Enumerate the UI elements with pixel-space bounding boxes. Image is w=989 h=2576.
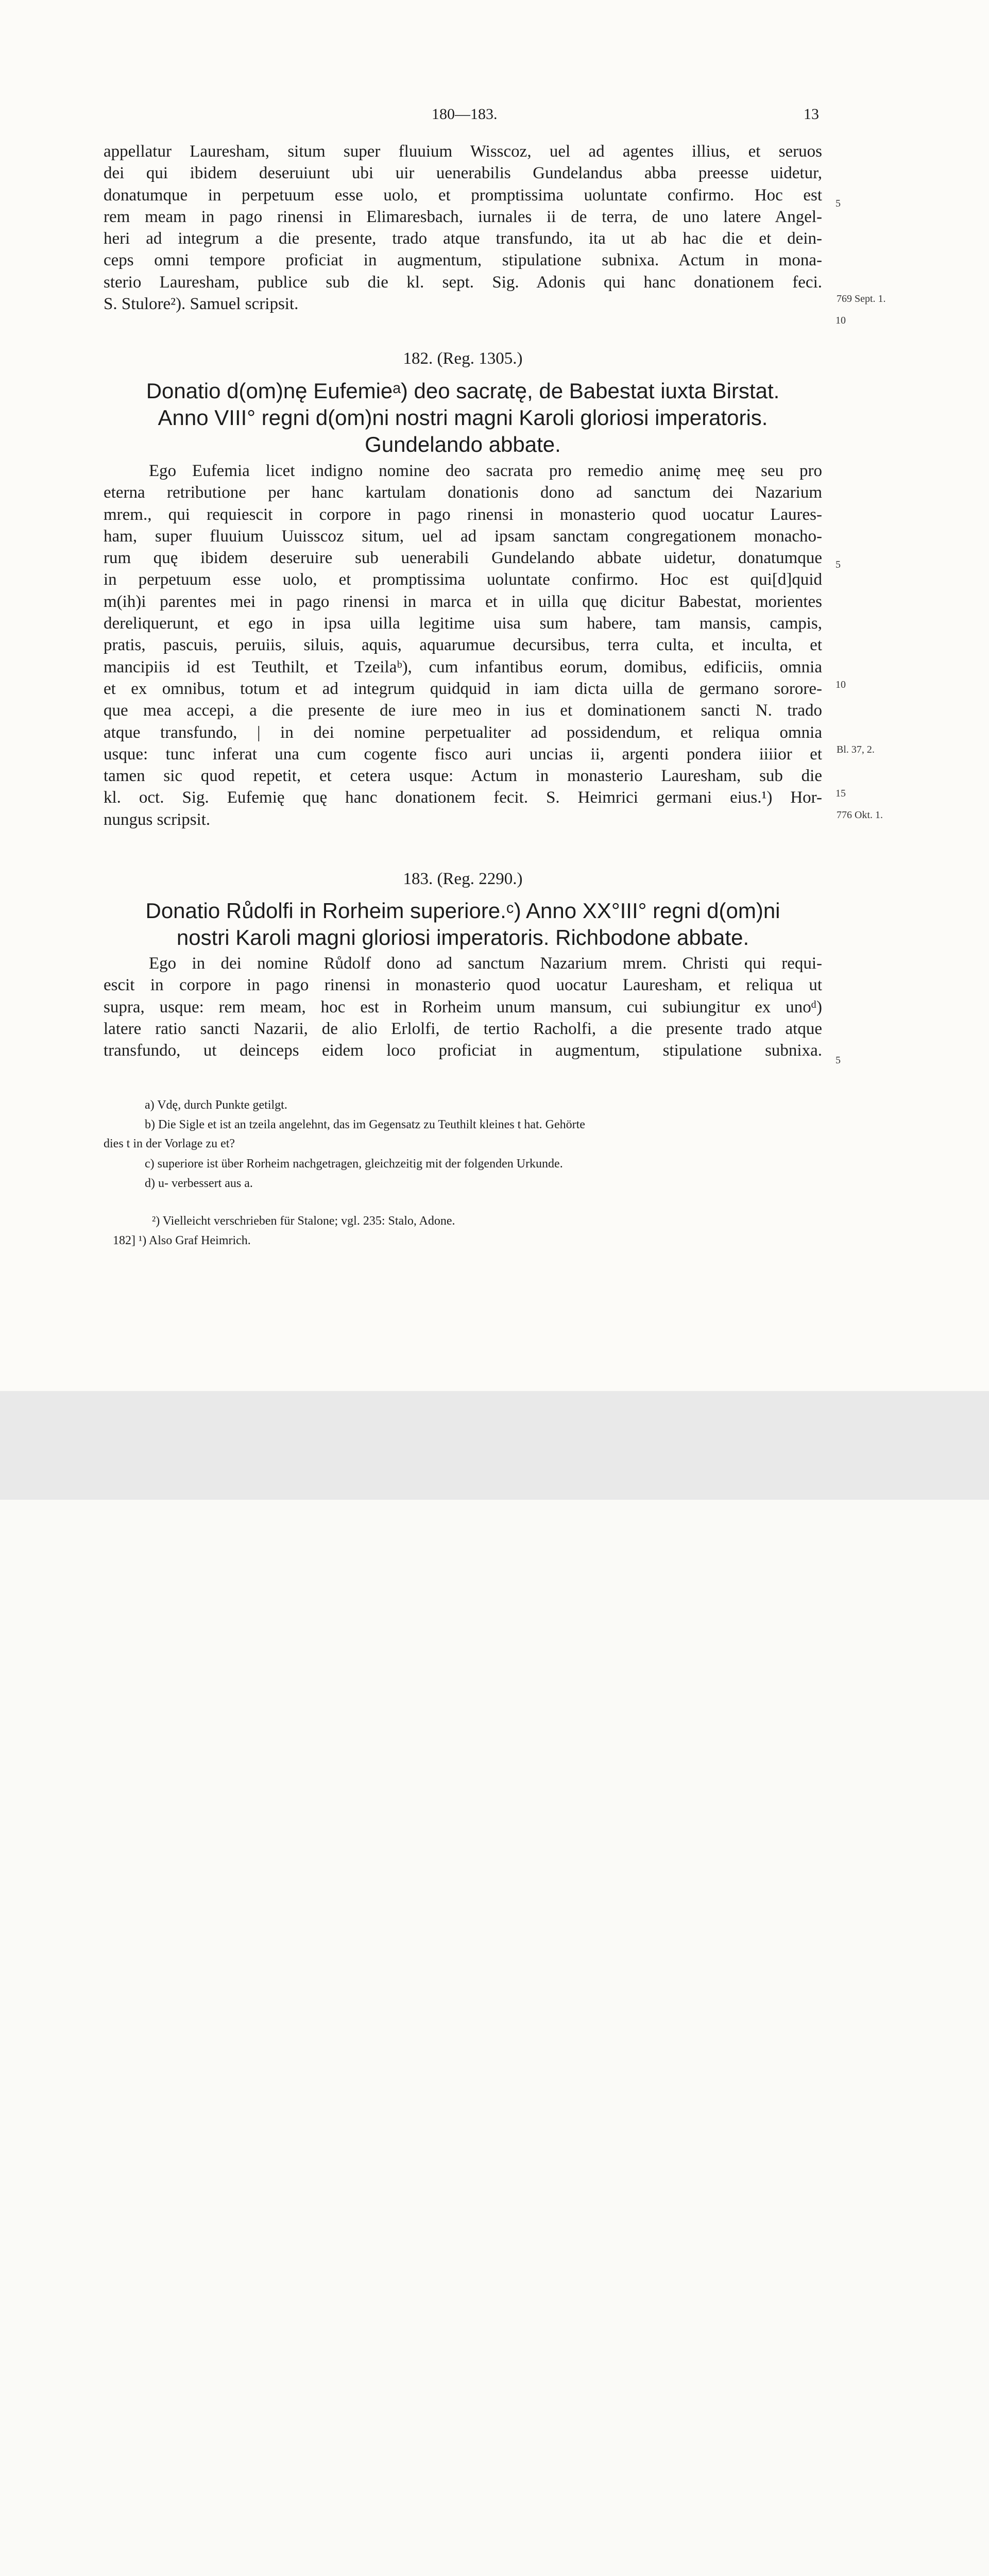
text-line: in perpetuum esse uolo, et promptissima uoluntate confirmo. Hoc est qui[d]quid [104, 570, 822, 589]
margin-folio-ref: Bl. 37, 2. [837, 744, 875, 755]
charter-183-reg: 183. (Reg. 2290.) [403, 870, 523, 888]
text-line: tamen sic quod repetit, et cetera usque: Actum in monasterio Lauresham, sub die [104, 767, 822, 786]
text-line: mancipiis id est Teuthilt, et Tzeilaᵇ), cum infantibus eorum, domibus, edificiis, omnia [104, 657, 822, 676]
text-line: heri ad integrum a die presente, trado atque transfundo, ita ut ab hac die et dein- [104, 229, 822, 248]
text-line: appellatur Lauresham, situm super fluuium Wisscoz, uel ad agentes illius, et seruos [104, 142, 822, 161]
text-line: escit in corpore in pago rinensi in monasterio quod uocatur Lauresham, et reliqua ut [104, 976, 822, 995]
text-line: sterio Lauresham, publice sub die kl. sept. Sig. Adonis qui hanc donationem feci. [104, 273, 822, 292]
text-line: usque: tunc inferat una cum cogente fisco auri uncias ii, argenti pondera iiiior et [104, 744, 822, 764]
line-number: 5 [835, 559, 841, 570]
charter-181-text [104, 141, 822, 315]
line-number: 15 [835, 788, 846, 799]
charter-183-title [104, 897, 822, 951]
page-number: 13 [804, 106, 819, 123]
text-line: latere ratio sancti Nazarii, de alio Erlolfi, de tertio Racholfi, a die presente trado atque [104, 1019, 822, 1038]
text-line: atque transfundo, | in dei nomine perpetualiter ad possidendum, et reliqua omnia [104, 723, 822, 742]
title-line: Gundelando abbate. [365, 432, 561, 456]
title-line: Donatio Růdolfi in Rorheim superiore.ᶜ) Anno XX°III° regni d(om)ni [145, 899, 780, 923]
text-line: dereliquerunt, et ego in ipsa uilla legitime uisa sum habere, tam mansis, campis, [104, 614, 822, 633]
title-line: Donatio d(om)nę Eufemieᵃ) deo sacratę, de Babestat iuxta Birstat. [146, 379, 780, 403]
text-line: m(ih)i parentes mei in pago rinensi in marca et in uilla quę dicitur Babestat, morientes [104, 592, 822, 611]
charter-182-text [104, 460, 822, 831]
footnote: a) Vdę, durch Punkte getilgt. [145, 1098, 287, 1112]
text-line: donatumque in perpetuum esse uolo, et promptissima uoluntate confirmo. Hoc est [104, 185, 822, 205]
charter-182-reg: 182. (Reg. 1305.) [403, 349, 523, 368]
footnote: c) superiore ist über Rorheim nachgetragen, gleichzeitig mit der folgenden Urkunde. [145, 1157, 563, 1171]
text-line: pratis, pascuis, peruiis, siluis, aquis, aquarumue decursibus, terra culta, et inculta, et [104, 636, 822, 655]
line-number: 10 [835, 315, 846, 326]
margin-date: 769 Sept. 1. [837, 293, 886, 304]
viewer-footer [0, 1391, 989, 1500]
text-line: Ego in dei nomine Růdolf dono ad sanctum Nazarium mrem. Christi qui requi- [149, 954, 822, 973]
title-line: nostri Karoli magni gloriosi imperatoris. Richbodone abbate. [176, 925, 749, 950]
text-line: Ego Eufemia licet indigno nomine deo sacrata pro remedio animę meę seu pro [149, 462, 822, 480]
footnote: b) Die Sigle et ist an tzeila angelehnt, das im Gegensatz zu Teuthilt kleines t hat. Gehörte [145, 1118, 585, 1131]
footnote: ²) Vielleicht verschrieben für Stalone; vgl. 235: Stalo, Adone. [152, 1214, 455, 1228]
footnote: dies t in der Vorlage zu et? [104, 1137, 235, 1150]
charter-183-text [104, 953, 822, 1061]
text-line: supra, usque: rem meam, hoc est in Rorheim unum mansum, cui subiungitur ex unoᵈ) [104, 997, 822, 1016]
line-number: 5 [835, 198, 841, 209]
line-number: 5 [835, 1055, 841, 1066]
text-line: mrem., qui requiescit in corpore in pago rinensi in monasterio quod uocatur Laures- [104, 505, 822, 524]
charter-182-title [104, 378, 822, 458]
text-line: et ex omnibus, totum et ad integrum quidquid in iam dicta uilla de germano sorore- [104, 679, 822, 698]
footnote: 182] ¹) Also Graf Heimrich. [113, 1234, 251, 1247]
text-line: rum quę ibidem deseruire sub uenerabili Gundelando abbate uidetur, donatumque [104, 549, 822, 568]
text-line: transfundo, ut deinceps eidem loco proficiat in augmentum, stipulatione subnixa. [104, 1041, 822, 1060]
title-line: Anno VIII° regni d(om)ni nostri magni Karoli gloriosi imperatoris. [158, 405, 768, 430]
text-line: eterna retributione per hanc kartulam donationis dono ad sanctum dei Nazarium [104, 483, 822, 502]
text-line: kl. oct. Sig. Eufemię quę hanc donationem fecit. S. Heimrici germani eius.¹) Hor- [104, 788, 822, 807]
text-line: dei qui ibidem deseruiunt ubi uir uenerabilis Gundelandus abba preesse uidetur, [104, 164, 822, 183]
text-line: rem meam in pago rinensi in Elimaresbach, iurnales ii de terra, de uno latere Angel- [104, 207, 822, 226]
text-line: que mea accepi, a die presente de iure meo in ius et dominationem sancti N. trado [104, 701, 822, 720]
line-number: 10 [835, 679, 846, 690]
text-line: ham, super fluuium Uuisscoz situm, uel ad ipsam sanctam congregationem monacho- [104, 527, 822, 546]
text-line: ceps omni tempore proficiat in augmentum, stipulatione subnixa. Actum in mona- [104, 251, 822, 270]
text-line: nungus scripsit. [104, 810, 211, 829]
text-line: S. Stulore²). Samuel scripsit. [104, 295, 299, 314]
running-head-range: 180—183. [432, 106, 498, 123]
footnote: d) u- verbessert aus a. [145, 1177, 253, 1190]
margin-date: 776 Okt. 1. [837, 809, 883, 821]
